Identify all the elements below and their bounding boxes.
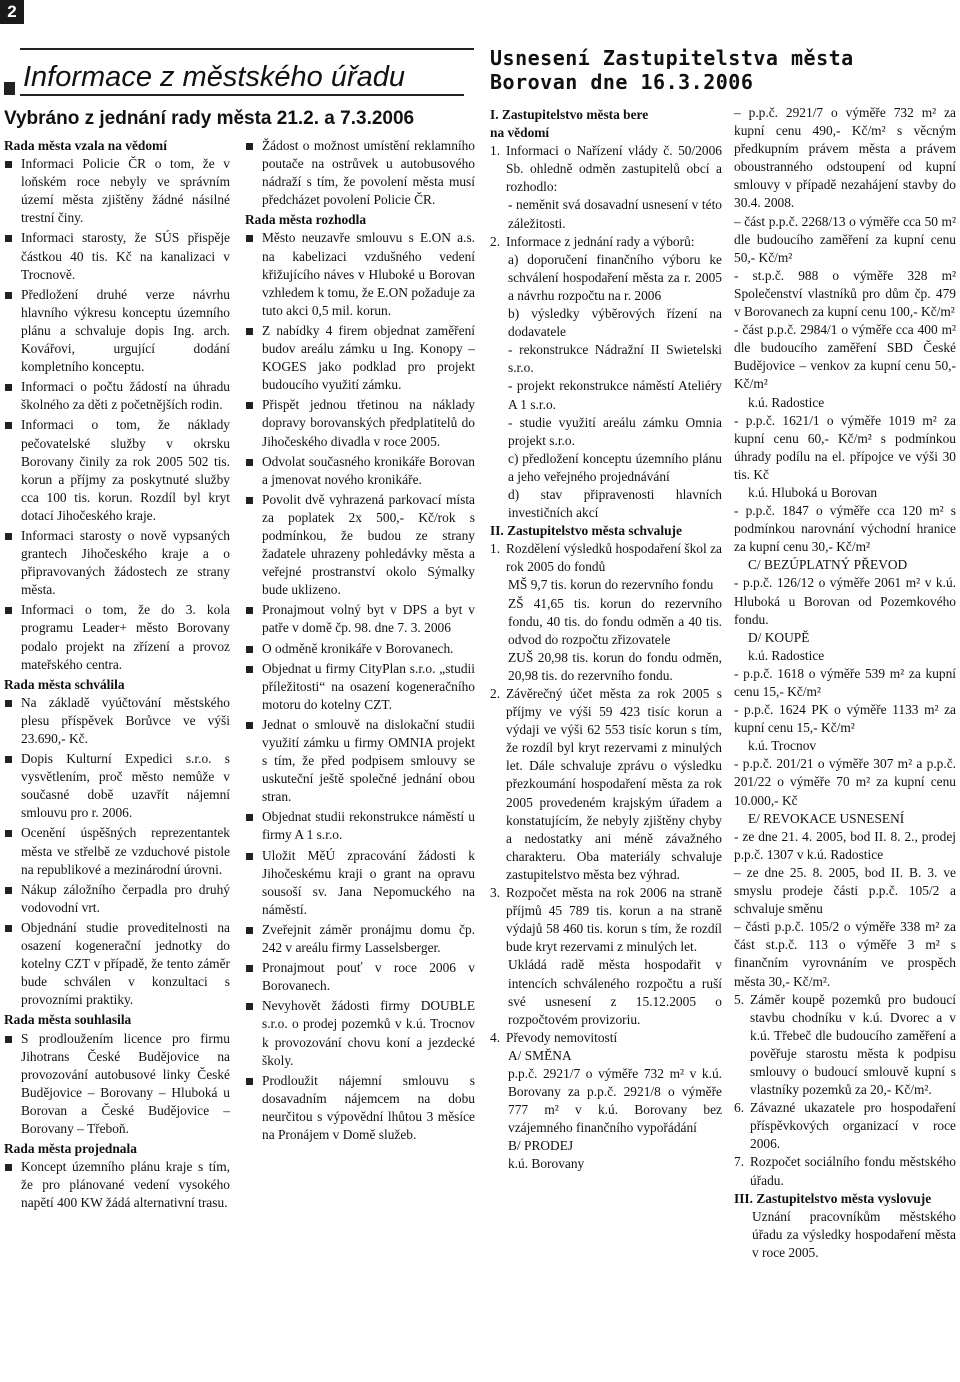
item-number: 6. [734,1100,745,1116]
list-item: Objednání studie proveditelnosti na osazení kogenerační jednotky do kotelny CZT v případě, že tento záměr bude schválen v konzultaci s provozními praktiky. [4,919,230,1009]
paragraph: – části p.p.č. 105/2 o výměře 338 m² za část st.p.č. 113 o výměře 3 m² s finančním vyrovnáním ve prospěch města 30,- Kč/m². [734,919,956,989]
paragraph: - studie využití areálu zámku Omnia projekt s.r.o. [508,414,722,448]
list-item: Informaci o počtu žádostí na úhradu školného za děti z početnějších rodin. [4,378,230,414]
paragraph: E/ REVOKACE USNESENÍ [748,810,905,826]
list-item: Informaci Policie ČR o tom, že v loňském roce nebyly ve správním území města zjištěny žádné násilné trestní činy. [4,155,230,227]
numbered-item [490,540,722,576]
section-heading: Rada města vzala na vědomí [4,138,167,153]
resolution-title-line2: Borovan dne 16.3.2006 [490,70,754,94]
paragraph: k.ú. Borovany [508,1156,585,1172]
paragraph: D/ KOUPĚ [748,629,810,645]
paragraph: C/ BEZÚPLATNÝ PŘEVOD [748,557,908,573]
resolution-title [490,46,930,94]
paragraph: - neměnit svá dosavadní usnesení v této záležitosti. [508,197,722,231]
paragraph: Uznání pracovníkům městského úřadu za výsledky hospodaření města v roce 2005. [752,1208,956,1260]
paragraph: p.p.č. 2921/7 o výměře 732 m² v k.ú. Borovany za p.p.č. 2921/8 o výměře 777 m² v k.ú. Borovany bez vzájemného finančního vypořádání [508,1065,722,1136]
page-number: 2 [0,0,24,24]
paragraph: - ze dne 21. 4. 2005, bod II. 8. 2., prodej p.p.č. 1307 v k.ú. Radostice [734,828,956,862]
subheader: Vybráno z jednání rady města 21.2. a 7.3.2006 [4,108,415,129]
list-item: Objednat u firmy CityPlan s.r.o. „studii příležitosti“ na osazení kogeneračního motoru do kotelny CZT. [245,660,475,714]
list-item: Ocenění úspěšných reprezentantek města ve střelbě ze vzduchové pistole na republikové a mezinárodní úrovni. [4,824,230,878]
paragraph: - p.p.č. 1847 o výměře cca 120 m² s podmínkou narovnání východní hranice za kupní cenu 30,- Kč/m² [734,503,956,555]
paragraph: b) výsledky výběrových řízení na dodavatele [508,306,722,340]
paragraph: ZUŠ 20,98 tis. korun do fondu odměn, 20,98 tis. do rezervního fondu. [508,649,722,683]
item-text: Rozpočet města na rok 2006 na straně příjmů 45 789 tis. korun a na straně výdajů 58 460 tis. korun s tím, že rozdíl bude kryt rezervami z minulých let. [506,885,722,955]
paragraph: - p.p.č. 1624 PK o výměře 1133 m² za kupní cenu 15,- Kč/m² [734,702,956,736]
list-item: Na základě vyúčtování městského plesu příspěvek Borůvce ve výši 23.690,- Kč. [4,694,230,748]
paragraph: - p.p.č. 1621/1 o výměře 1019 m² za kupní cenu 60,- Kč/m² s podmínkou úhrady podílu na el. přípojce ve výši 30 tis. Kč [734,412,956,482]
section-heading: I. Zastupitelstvo města bere [490,107,649,122]
list-item: Pronajmout pouť v roce 2006 v Borovanech. [245,959,475,995]
item-number: 1. [490,541,501,557]
numbered-item [490,884,722,956]
item-number: 7. [734,1154,745,1170]
header-rule-bottom [20,94,464,96]
paragraph: k.ú. Radostice [748,394,825,410]
numbered-item [734,1153,956,1189]
paragraph: k.ú. Trocnov [748,738,817,754]
paragraph: - p.p.č. 126/12 o výměře 2061 m² v k.ú. Hluboká u Borovan od Pozemkového fondu. [734,575,956,627]
column-1 [4,137,230,1214]
section-title: Informace z městského úřadu [23,61,406,93]
paragraph: - p.p.č. 1618 o výměře 539 m² za kupní cenu 15,- Kč/m² [734,665,956,699]
list-item: Koncept územního plánu kraje s tím, že pro plánované vedení vysokého napětí 400 KW žádá alternativní trasu. [4,1158,230,1212]
paragraph: d) stav připravenosti hlavních investičních akcí [508,486,722,521]
numbered-item [734,991,956,1100]
header-square-marker [4,82,15,95]
item-text: Převody nemovitostí [506,1029,618,1045]
paragraph: Ukládá radě města hospodařit v intencích schváleného rozpočtu a ruší své usnesení z 15.12.2005 o rozpočtovém provizoriu. [508,957,722,1027]
list-item: Informaci starosty, že SÚS přispěje částkou 40 tis. Kč na kanalizaci v Trocnově. [4,229,230,283]
paragraph: k.ú. Radostice [748,647,825,663]
section-heading: Rada města projednala [4,1141,137,1157]
numbered-item [490,233,722,251]
item-text: Závěrečný účet města za rok 2005 s příjmy ve výši 59 423 tisíc korun a výdaji ve výši 62 553 tisíc korun s tím, že rozdíl byl kryt rezervami z minulých let. Dále schvaluje zprávu o výsledku přezkoumání hospodaření města za rok 2005 provedeném krajským úřadem a konstatujícím, že nebyly zjištěny chyby a nedostatky ani méně závažného charakteru. Oba materiály schvaluje zastupitelstvo města bez výhrad. [506,686,722,882]
list-item: O odměně kronikáře v Borovanech. [245,640,475,658]
item-number: 4. [490,1029,501,1045]
list-item: Dopis Kulturní Expedici s.r.o. s vysvětlením, proč město nemůže v současné době uzavřít nájemní smlouvu pro r. 2006. [4,750,230,822]
paragraph: MŠ 9,7 tis. korun do rezervního fondu [508,577,714,593]
header-rule-top [20,48,474,50]
numbered-item [490,1029,722,1047]
section-heading: Rada města rozhodla [245,212,367,228]
list-item: Uložit MěÚ zpracování žádosti k Jihočeskému kraji o grant na opravu sousoší sv. Jana Nepomuckého na náměstí. [245,847,475,919]
list-item: Informaci o tom, že do 3. kola programu Leader+ město Borovany podalo projekt na zřízení a provoz mateřského centra. [4,601,230,673]
paragraph: A/ SMĚNA [508,1047,572,1063]
list-item: Nákup záložního čerpadla pro druhý vodovodní vrt. [4,881,230,917]
column-4 [734,104,956,1262]
list-item: Objednat studii rekonstrukce náměstí u firmy A 1 s.r.o. [245,808,475,844]
list-item: Jednat o smlouvě na dislokační studii využití zámku u firmy OMNIA projekt s tím, že před podpisem smlouvy se uskuteční ještě společné jednání obou stran. [245,716,475,806]
list-item: Odvolat současného kronikáře Borovan a jmenovat nového kronikáře. [245,453,475,489]
paragraph: - část p.p.č. 2984/1 o výměře cca 400 m² dle budoucího zaměření SBD České Budějovice – venkov za kupní cenu 50,- Kč/m² [734,322,956,392]
numbered-item [490,685,722,884]
column-3 [490,104,722,1174]
item-number: 3. [490,885,501,901]
section-heading: Rada města souhlasila [4,1012,132,1028]
paragraph: – část p.p.č. 2268/13 o výměře cca 50 m² dle budoucího zaměření za kupní cenu 50,- Kč/m² [734,213,956,265]
item-number: 1. [490,143,501,159]
list-item: Zveřejnit záměr pronájmu domu čp. 242 v areálu firmy Lasselsberger. [245,921,475,957]
item-number: 2. [490,686,501,701]
list-item: Žádost o možnost umístění reklamního poutače na ostrůvek u autobusového nádraží s tím, že povolení města musí předcházet povolení Policie ČR. [245,137,475,209]
column-2 [245,137,475,1146]
paragraph: ZŠ 41,65 tis. korun do rezervního fondu, 40 tis. do fondu odměn a 40 tis. odvod do rozpočtu zřizovatele [508,595,722,647]
list-item: Informaci o tom, že náklady pečovatelské služby v okrsku Borovany činily za rok 2005 502 tis. korun a příjmy za poskytnuté služby cca 100 tis. korun. Rozdíl byl kryt dotací Jihočeského kraje. [4,416,230,525]
list-item: Povolit dvě vyhrazená parkovací místa za poplatek 2x 500,- Kč/rok s podmínkou, že budou ze strany žadatele uhrazeny pohledávky města a veřejné prostranství okolo Sýmalky bude uklizeno. [245,491,475,600]
paragraph: - projekt rekonstrukce náměstí Ateliéry A 1 s.r.o. [508,378,722,412]
paragraph: a) doporučení finančního výboru ke schválení hospodaření města za r. 2005 a návrhu rozpočtu na r. 2006 [508,251,722,303]
list-item: Prodloužit nájemní smlouvu s dosavadním nájemcem na dobu neurčitou s výpovědní lhůtou 3 měsíce na Pronájem v Domě služeb. [245,1072,475,1144]
section-heading: na vědomí [490,125,550,141]
section-heading: II. Zastupitelstvo města schvaluje [490,523,682,539]
paragraph: - st.p.č. 988 o výměře 328 m² Společenství vlastníků pro dům čp. 479 v Borovanech za kupní cenu 100,- Kč/m² [734,267,956,320]
resolution-title-line1: Usnesení Zastupitelstva města [490,46,854,70]
item-number: 5. [734,991,745,1007]
paragraph: – p.p.č. 2921/7 o výměře 732 m² za kupní cenu 490,- Kč/m² s věcným předkupním právem města a právem oboustranného odstoupení od kupní smlouvy v případě nezahájení stavby do 30.4. 2008. [734,105,956,211]
item-text: Záměr koupě pozemků pro budoucí stavbu chodníku v k.ú. Dvorec a v k.ú. Třebeč dle budoucího zaměření a pověřuje starostu města k podpisu smlouvy o budoucí smlouvě kupní s vlastníky pozemků za 20,- Kč/m². [750,991,956,1098]
list-item: S prodloužením licence pro firmu Jihotrans České Budějovice na provozování autobusové linky České Budějovice – Borovany – Hluboká u Borovan a České Budějovice – Borovany – Třeboň. [4,1030,230,1139]
item-number: 2. [490,233,501,249]
paragraph: c) předložení konceptu územního plánu a jeho veřejného projednávání [508,450,722,484]
section-heading: Rada města schválila [4,676,125,692]
list-item: Pronajmout volný byt v DPS a byt v patře v domě čp. 98. dne 7. 3. 2006 [245,601,475,637]
paragraph: - p.p.č. 201/21 o výměře 307 m² a p.p.č. 201/22 o výměře 70 m² za kupní cenu 10.000,- Kč [734,756,956,808]
numbered-item [490,142,722,196]
list-item: Přispět jednou třetinou na náklady dopravy borovanských předplatitelů do Jihočeského divadla v roce 2005. [245,396,475,450]
list-item: Nevyhovět žádosti firmy DOUBLE s.r.o. o prodej pozemků v k.ú. Trocnov k provozování chovu koní a jezdecké školy. [245,997,475,1069]
list-item: Předložení druhé verze návrhu hlavního výkresu konceptu územního plánu a schvaluje dopis Ing. arch. Kovářovi, urgující dodání kompletního konceptu. [4,286,230,376]
section-heading: III. Zastupitelstvo města vyslovuje [734,1190,932,1206]
paragraph: - rekonstrukce Nádražní II Swietelski s.r.o. [508,342,722,376]
item-text: Rozpočet sociálního fondu městského úřadu. [750,1154,956,1188]
paragraph: – ze dne 25. 8. 2005, bod II. B. 3. ve smyslu prodeje části p.p.č. 105/2 a schvaluje směnu [734,864,956,917]
paragraph: B/ PRODEJ [508,1138,574,1154]
paragraph: k.ú. Hluboká u Borovan [748,484,878,500]
section-header [4,48,474,103]
item-text: Informace z jednání rady a výborů: [506,233,695,249]
numbered-item [734,1099,956,1153]
list-item: Informaci starosty o nově vypsaných grantech Jihočeského kraje a o připravovaných žádostech ze strany města. [4,527,230,599]
list-item: Z nabídky 4 firem objednat zaměření budov areálu zámku u Ing. Konopy – KOGES jako podklad pro projekt budoucího využití zámku. [245,322,475,394]
item-text: Závazné ukazatele pro hospodaření příspěvkových organizací v roce 2006. [750,1100,956,1152]
list-item: Město neuzavře smlouvu s E.ON a.s. na kabelizaci vzdušného vedení křižujícího náves v Hluboké u Borovan vzhledem k tomu, že E.ON požaduje za tuto akci 0,5 mil. korun. [245,229,475,319]
item-text: Rozdělení výsledků hospodaření škol za rok 2005 do fondů [506,541,722,575]
item-text: Informaci o Nařízení vlády č. 50/2006 Sb. ohledně odměn zastupitelů obcí a rozhodlo: [506,143,722,195]
